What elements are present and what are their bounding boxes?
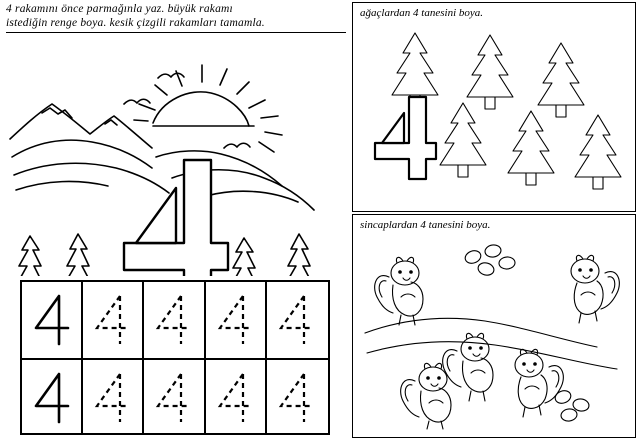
- pine-tree-6: [575, 115, 621, 189]
- pine-tree-2: [467, 35, 513, 109]
- acorns-bottom-icon: [553, 389, 589, 422]
- squirrels-panel: [352, 214, 636, 438]
- tracing-grid: [20, 280, 330, 435]
- trace-cell[interactable]: [144, 358, 205, 434]
- trees-panel-instruction: ağaçlardan 4 tanesini boya.: [360, 7, 484, 19]
- pine-tree-5: [508, 111, 554, 185]
- panel-big-number-four: [375, 97, 436, 179]
- trees-panel-art: [353, 3, 635, 211]
- squirrel-2: [571, 255, 619, 323]
- trace-cell[interactable]: [267, 358, 328, 434]
- left-instruction-block: [6, 2, 348, 30]
- trees-panel: [352, 2, 636, 212]
- birds-icon: [124, 73, 250, 148]
- left-instruction-line-2: istediğin renge boya. kesik çizgili rakamları tamamla.: [6, 17, 265, 29]
- ground-line: [365, 318, 617, 369]
- squirrel-5: [401, 363, 451, 429]
- acorns-top-icon: [463, 244, 515, 277]
- scenery-drawing: [6, 38, 346, 276]
- trace-cell[interactable]: [267, 282, 328, 358]
- squirrels-panel-art: [353, 215, 635, 437]
- pine-tree-right-1: [231, 238, 257, 276]
- squirrel-4: [515, 349, 563, 417]
- mountains-icon: [10, 104, 314, 210]
- trace-cell[interactable]: [83, 282, 144, 358]
- pine-tree-4: [440, 103, 486, 177]
- left-instruction-text: [6, 2, 348, 30]
- sun-icon: [153, 92, 254, 126]
- trace-cell[interactable]: [22, 358, 83, 434]
- squirrels-panel-instruction: sincaplardan 4 tanesini boya.: [360, 219, 491, 231]
- right-column: [352, 2, 636, 438]
- trace-cell[interactable]: [144, 282, 205, 358]
- pine-tree-left-2: [64, 234, 92, 276]
- pine-tree-right-2: [285, 234, 313, 276]
- instruction-underline: [6, 32, 346, 33]
- trace-cell[interactable]: [206, 358, 267, 434]
- trace-cell[interactable]: [206, 282, 267, 358]
- pine-tree-3: [538, 43, 584, 117]
- trace-cell[interactable]: [83, 358, 144, 434]
- sun-rays-icon: [134, 65, 282, 152]
- pine-tree-left-1: [17, 236, 43, 276]
- trace-cell[interactable]: [22, 282, 83, 358]
- squirrel-1: [375, 257, 423, 325]
- left-column: [4, 2, 348, 438]
- left-instruction-line-1: 4 rakamını önce parmağınla yaz. büyük rakamı: [6, 3, 233, 15]
